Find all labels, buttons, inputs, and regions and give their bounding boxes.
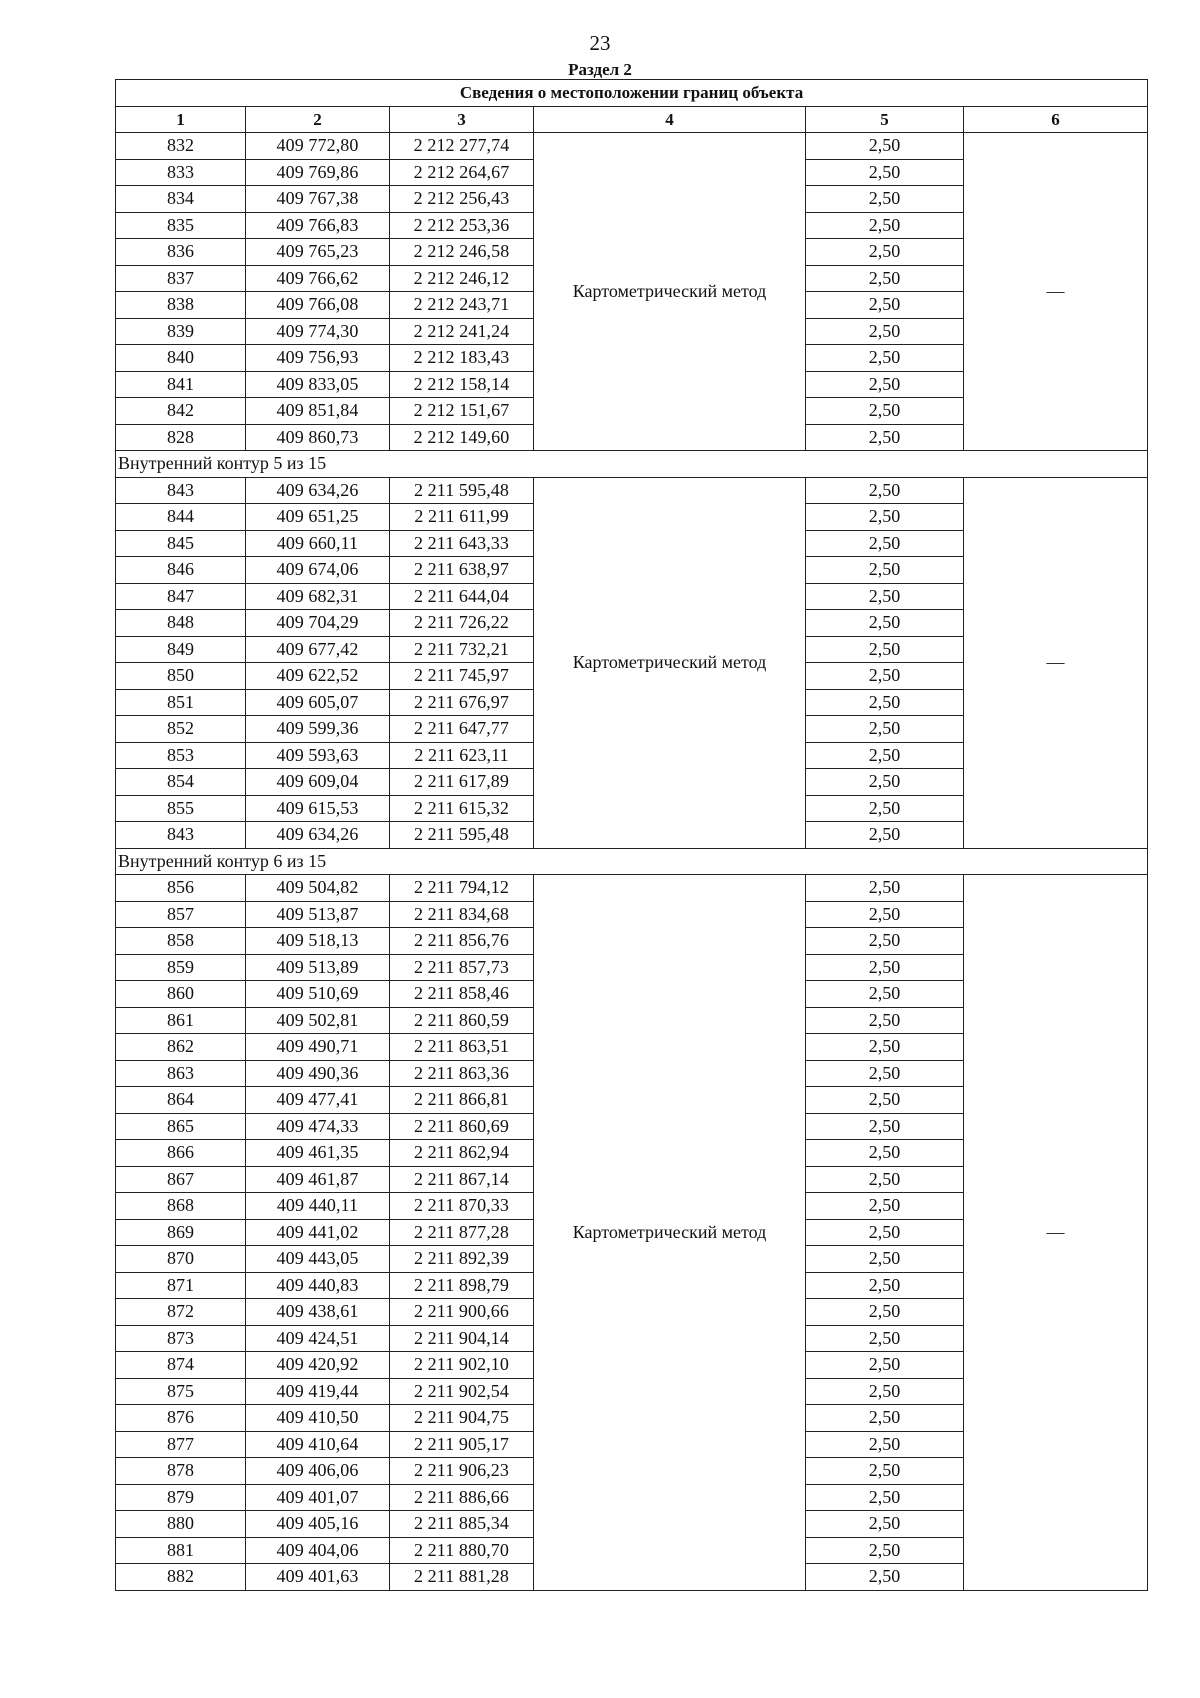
coord-x-cell: 409 774,30 — [246, 318, 390, 345]
coord-y-cell: 2 211 856,76 — [390, 928, 534, 955]
accuracy-cell: 2,50 — [806, 504, 964, 531]
accuracy-cell: 2,50 — [806, 477, 964, 504]
coord-x-cell: 409 502,81 — [246, 1007, 390, 1034]
coord-x-cell: 409 440,11 — [246, 1193, 390, 1220]
point-number-cell: 861 — [116, 1007, 246, 1034]
accuracy-cell: 2,50 — [806, 1113, 964, 1140]
accuracy-cell: 2,50 — [806, 239, 964, 266]
coord-y-cell: 2 211 595,48 — [390, 822, 534, 849]
accuracy-cell: 2,50 — [806, 742, 964, 769]
coord-y-cell: 2 211 885,34 — [390, 1511, 534, 1538]
point-number-cell: 860 — [116, 981, 246, 1008]
table-body — [116, 133, 1148, 1591]
point-number-cell: 845 — [116, 530, 246, 557]
point-number-cell: 828 — [116, 424, 246, 451]
accuracy-cell: 2,50 — [806, 345, 964, 372]
point-number-cell: 838 — [116, 292, 246, 319]
accuracy-cell: 2,50 — [806, 1378, 964, 1405]
coord-y-cell: 2 212 256,43 — [390, 186, 534, 213]
accuracy-cell: 2,50 — [806, 292, 964, 319]
coord-y-cell: 2 212 241,24 — [390, 318, 534, 345]
coord-x-cell: 409 605,07 — [246, 689, 390, 716]
accuracy-cell: 2,50 — [806, 212, 964, 239]
coord-x-cell: 409 504,82 — [246, 875, 390, 902]
point-number-cell: 857 — [116, 901, 246, 928]
coord-y-cell: 2 211 858,46 — [390, 981, 534, 1008]
point-number-cell: 840 — [116, 345, 246, 372]
coord-x-cell: 409 410,50 — [246, 1405, 390, 1432]
coord-y-cell: 2 211 870,33 — [390, 1193, 534, 1220]
contour-label: Внутренний контур 5 из 15 — [116, 451, 1148, 478]
coord-y-cell: 2 212 151,67 — [390, 398, 534, 425]
point-number-cell: 852 — [116, 716, 246, 743]
point-number-cell: 882 — [116, 1564, 246, 1591]
coord-x-cell: 409 634,26 — [246, 822, 390, 849]
accuracy-cell: 2,50 — [806, 928, 964, 955]
accuracy-cell: 2,50 — [806, 1193, 964, 1220]
point-number-cell: 877 — [116, 1431, 246, 1458]
accuracy-cell: 2,50 — [806, 822, 964, 849]
coord-y-cell: 2 211 644,04 — [390, 583, 534, 610]
coord-y-cell: 2 212 243,71 — [390, 292, 534, 319]
point-number-cell: 875 — [116, 1378, 246, 1405]
point-number-cell: 873 — [116, 1325, 246, 1352]
coord-y-cell: 2 211 881,28 — [390, 1564, 534, 1591]
accuracy-cell: 2,50 — [806, 663, 964, 690]
coord-x-cell: 409 634,26 — [246, 477, 390, 504]
coord-x-cell: 409 474,33 — [246, 1113, 390, 1140]
accuracy-cell: 2,50 — [806, 1325, 964, 1352]
coord-y-cell: 2 212 277,74 — [390, 133, 534, 160]
accuracy-cell: 2,50 — [806, 1087, 964, 1114]
accuracy-cell: 2,50 — [806, 1034, 964, 1061]
accuracy-cell: 2,50 — [806, 1537, 964, 1564]
coord-y-cell: 2 211 726,22 — [390, 610, 534, 637]
table-row — [116, 477, 1148, 504]
description-cell: — — [964, 477, 1148, 848]
accuracy-cell: 2,50 — [806, 1352, 964, 1379]
coord-x-cell: 409 851,84 — [246, 398, 390, 425]
coord-y-cell: 2 211 611,99 — [390, 504, 534, 531]
coord-x-cell: 409 461,35 — [246, 1140, 390, 1167]
accuracy-cell: 2,50 — [806, 1060, 964, 1087]
coord-y-cell: 2 212 246,12 — [390, 265, 534, 292]
coord-y-cell: 2 211 834,68 — [390, 901, 534, 928]
accuracy-cell: 2,50 — [806, 265, 964, 292]
coord-x-cell: 409 461,87 — [246, 1166, 390, 1193]
accuracy-cell: 2,50 — [806, 186, 964, 213]
coord-x-cell: 409 766,62 — [246, 265, 390, 292]
point-number-cell: 855 — [116, 795, 246, 822]
contour-label-row — [116, 848, 1148, 875]
coord-y-cell: 2 212 183,43 — [390, 345, 534, 372]
description-cell: — — [964, 133, 1148, 451]
coord-x-cell: 409 513,87 — [246, 901, 390, 928]
coord-y-cell: 2 212 253,36 — [390, 212, 534, 239]
accuracy-cell: 2,50 — [806, 133, 964, 160]
coord-x-cell: 409 674,06 — [246, 557, 390, 584]
point-number-cell: 847 — [116, 583, 246, 610]
column-header: 5 — [806, 106, 964, 133]
accuracy-cell: 2,50 — [806, 583, 964, 610]
coord-x-cell: 409 513,89 — [246, 954, 390, 981]
coord-y-cell: 2 211 615,32 — [390, 795, 534, 822]
coord-x-cell: 409 518,13 — [246, 928, 390, 955]
point-number-cell: 874 — [116, 1352, 246, 1379]
point-number-cell: 841 — [116, 371, 246, 398]
point-number-cell: 848 — [116, 610, 246, 637]
method-cell: Картометрический метод — [534, 875, 806, 1591]
coord-x-cell: 409 766,08 — [246, 292, 390, 319]
point-number-cell: 876 — [116, 1405, 246, 1432]
column-header-row — [116, 106, 1148, 133]
coord-y-cell: 2 211 676,97 — [390, 689, 534, 716]
coord-x-cell: 409 440,83 — [246, 1272, 390, 1299]
coord-x-cell: 409 833,05 — [246, 371, 390, 398]
point-number-cell: 866 — [116, 1140, 246, 1167]
point-number-cell: 844 — [116, 504, 246, 531]
method-cell: Картометрический метод — [534, 133, 806, 451]
boundary-table — [115, 79, 1148, 1591]
coord-y-cell: 2 211 863,51 — [390, 1034, 534, 1061]
coord-y-cell: 2 211 898,79 — [390, 1272, 534, 1299]
point-number-cell: 843 — [116, 477, 246, 504]
coord-y-cell: 2 211 860,59 — [390, 1007, 534, 1034]
accuracy-cell: 2,50 — [806, 636, 964, 663]
point-number-cell: 868 — [116, 1193, 246, 1220]
point-number-cell: 881 — [116, 1537, 246, 1564]
accuracy-cell: 2,50 — [806, 769, 964, 796]
accuracy-cell: 2,50 — [806, 1431, 964, 1458]
coord-y-cell: 2 211 595,48 — [390, 477, 534, 504]
coord-x-cell: 409 767,38 — [246, 186, 390, 213]
coord-y-cell: 2 211 906,23 — [390, 1458, 534, 1485]
point-number-cell: 843 — [116, 822, 246, 849]
coord-y-cell: 2 211 900,66 — [390, 1299, 534, 1326]
point-number-cell: 853 — [116, 742, 246, 769]
accuracy-cell: 2,50 — [806, 1246, 964, 1273]
section-title: Раздел 2 — [568, 60, 632, 79]
point-number-cell: 850 — [116, 663, 246, 690]
point-number-cell: 878 — [116, 1458, 246, 1485]
page-number: 23 — [589, 31, 611, 55]
coord-x-cell: 409 490,36 — [246, 1060, 390, 1087]
accuracy-cell: 2,50 — [806, 716, 964, 743]
coord-x-cell: 409 599,36 — [246, 716, 390, 743]
point-number-cell: 849 — [116, 636, 246, 663]
accuracy-cell: 2,50 — [806, 1166, 964, 1193]
point-number-cell: 854 — [116, 769, 246, 796]
table-title: Сведения о местоположении границ объекта — [116, 80, 1148, 107]
coord-y-cell: 2 211 905,17 — [390, 1431, 534, 1458]
point-number-cell: 869 — [116, 1219, 246, 1246]
accuracy-cell: 2,50 — [806, 1299, 964, 1326]
coord-x-cell: 409 769,86 — [246, 159, 390, 186]
point-number-cell: 865 — [116, 1113, 246, 1140]
point-number-cell: 839 — [116, 318, 246, 345]
coord-y-cell: 2 211 794,12 — [390, 875, 534, 902]
coord-y-cell: 2 211 866,81 — [390, 1087, 534, 1114]
method-cell: Картометрический метод — [534, 477, 806, 848]
coord-x-cell: 409 593,63 — [246, 742, 390, 769]
point-number-cell: 836 — [116, 239, 246, 266]
coord-y-cell: 2 211 745,97 — [390, 663, 534, 690]
coord-x-cell: 409 477,41 — [246, 1087, 390, 1114]
coord-x-cell: 409 404,06 — [246, 1537, 390, 1564]
coord-y-cell: 2 211 857,73 — [390, 954, 534, 981]
coord-y-cell: 2 211 617,89 — [390, 769, 534, 796]
point-number-cell: 842 — [116, 398, 246, 425]
point-number-cell: 846 — [116, 557, 246, 584]
point-number-cell: 832 — [116, 133, 246, 160]
point-number-cell: 834 — [116, 186, 246, 213]
accuracy-cell: 2,50 — [806, 1458, 964, 1485]
coord-y-cell: 2 212 246,58 — [390, 239, 534, 266]
point-number-cell: 872 — [116, 1299, 246, 1326]
column-header: 3 — [390, 106, 534, 133]
coord-y-cell: 2 211 647,77 — [390, 716, 534, 743]
coord-y-cell: 2 211 862,94 — [390, 1140, 534, 1167]
accuracy-cell: 2,50 — [806, 318, 964, 345]
coord-y-cell: 2 211 904,75 — [390, 1405, 534, 1432]
accuracy-cell: 2,50 — [806, 901, 964, 928]
coord-y-cell: 2 212 149,60 — [390, 424, 534, 451]
accuracy-cell: 2,50 — [806, 610, 964, 637]
point-number-cell: 870 — [116, 1246, 246, 1273]
coord-x-cell: 409 682,31 — [246, 583, 390, 610]
coord-y-cell: 2 211 623,11 — [390, 742, 534, 769]
coord-x-cell: 409 704,29 — [246, 610, 390, 637]
column-header: 6 — [964, 106, 1148, 133]
coord-y-cell: 2 211 867,14 — [390, 1166, 534, 1193]
point-number-cell: 864 — [116, 1087, 246, 1114]
coord-y-cell: 2 212 158,14 — [390, 371, 534, 398]
accuracy-cell: 2,50 — [806, 398, 964, 425]
description-cell: — — [964, 875, 1148, 1591]
contour-label: Внутренний контур 6 из 15 — [116, 848, 1148, 875]
accuracy-cell: 2,50 — [806, 875, 964, 902]
coord-y-cell: 2 211 638,97 — [390, 557, 534, 584]
coord-x-cell: 409 766,83 — [246, 212, 390, 239]
coord-x-cell: 409 510,69 — [246, 981, 390, 1008]
coord-x-cell: 409 441,02 — [246, 1219, 390, 1246]
accuracy-cell: 2,50 — [806, 1511, 964, 1538]
coord-x-cell: 409 443,05 — [246, 1246, 390, 1273]
accuracy-cell: 2,50 — [806, 1564, 964, 1591]
accuracy-cell: 2,50 — [806, 1007, 964, 1034]
coord-x-cell: 409 424,51 — [246, 1325, 390, 1352]
point-number-cell: 833 — [116, 159, 246, 186]
coord-x-cell: 409 660,11 — [246, 530, 390, 557]
point-number-cell: 851 — [116, 689, 246, 716]
coord-x-cell: 409 438,61 — [246, 1299, 390, 1326]
coord-x-cell: 409 609,04 — [246, 769, 390, 796]
point-number-cell: 835 — [116, 212, 246, 239]
table-row — [116, 875, 1148, 902]
coord-x-cell: 409 490,71 — [246, 1034, 390, 1061]
coord-y-cell: 2 211 902,54 — [390, 1378, 534, 1405]
accuracy-cell: 2,50 — [806, 1484, 964, 1511]
accuracy-cell: 2,50 — [806, 557, 964, 584]
contour-label-row — [116, 451, 1148, 478]
coord-x-cell: 409 419,44 — [246, 1378, 390, 1405]
point-number-cell: 856 — [116, 875, 246, 902]
point-number-cell: 879 — [116, 1484, 246, 1511]
coord-y-cell: 2 211 877,28 — [390, 1219, 534, 1246]
point-number-cell: 859 — [116, 954, 246, 981]
coord-x-cell: 409 401,07 — [246, 1484, 390, 1511]
coord-x-cell: 409 756,93 — [246, 345, 390, 372]
column-header: 2 — [246, 106, 390, 133]
point-number-cell: 880 — [116, 1511, 246, 1538]
accuracy-cell: 2,50 — [806, 159, 964, 186]
accuracy-cell: 2,50 — [806, 795, 964, 822]
coord-y-cell: 2 211 880,70 — [390, 1537, 534, 1564]
accuracy-cell: 2,50 — [806, 954, 964, 981]
accuracy-cell: 2,50 — [806, 689, 964, 716]
coord-x-cell: 409 677,42 — [246, 636, 390, 663]
point-number-cell: 837 — [116, 265, 246, 292]
column-header: 4 — [534, 106, 806, 133]
coord-y-cell: 2 211 732,21 — [390, 636, 534, 663]
coord-x-cell: 409 406,06 — [246, 1458, 390, 1485]
point-number-cell: 863 — [116, 1060, 246, 1087]
coord-y-cell: 2 211 643,33 — [390, 530, 534, 557]
coord-y-cell: 2 211 904,14 — [390, 1325, 534, 1352]
accuracy-cell: 2,50 — [806, 1219, 964, 1246]
point-number-cell: 858 — [116, 928, 246, 955]
coord-y-cell: 2 211 902,10 — [390, 1352, 534, 1379]
coord-x-cell: 409 651,25 — [246, 504, 390, 531]
coord-x-cell: 409 615,53 — [246, 795, 390, 822]
coord-y-cell: 2 212 264,67 — [390, 159, 534, 186]
coord-x-cell: 409 410,64 — [246, 1431, 390, 1458]
table-row — [116, 133, 1148, 160]
coord-y-cell: 2 211 860,69 — [390, 1113, 534, 1140]
accuracy-cell: 2,50 — [806, 530, 964, 557]
accuracy-cell: 2,50 — [806, 424, 964, 451]
point-number-cell: 862 — [116, 1034, 246, 1061]
coord-x-cell: 409 765,23 — [246, 239, 390, 266]
accuracy-cell: 2,50 — [806, 981, 964, 1008]
coord-x-cell: 409 622,52 — [246, 663, 390, 690]
point-number-cell: 871 — [116, 1272, 246, 1299]
accuracy-cell: 2,50 — [806, 1272, 964, 1299]
coord-x-cell: 409 860,73 — [246, 424, 390, 451]
coord-x-cell: 409 772,80 — [246, 133, 390, 160]
coord-x-cell: 409 420,92 — [246, 1352, 390, 1379]
coord-x-cell: 409 405,16 — [246, 1511, 390, 1538]
point-number-cell: 867 — [116, 1166, 246, 1193]
coord-y-cell: 2 211 863,36 — [390, 1060, 534, 1087]
coord-y-cell: 2 211 892,39 — [390, 1246, 534, 1273]
accuracy-cell: 2,50 — [806, 1140, 964, 1167]
coord-x-cell: 409 401,63 — [246, 1564, 390, 1591]
column-header: 1 — [116, 106, 246, 133]
accuracy-cell: 2,50 — [806, 1405, 964, 1432]
accuracy-cell: 2,50 — [806, 371, 964, 398]
coord-y-cell: 2 211 886,66 — [390, 1484, 534, 1511]
